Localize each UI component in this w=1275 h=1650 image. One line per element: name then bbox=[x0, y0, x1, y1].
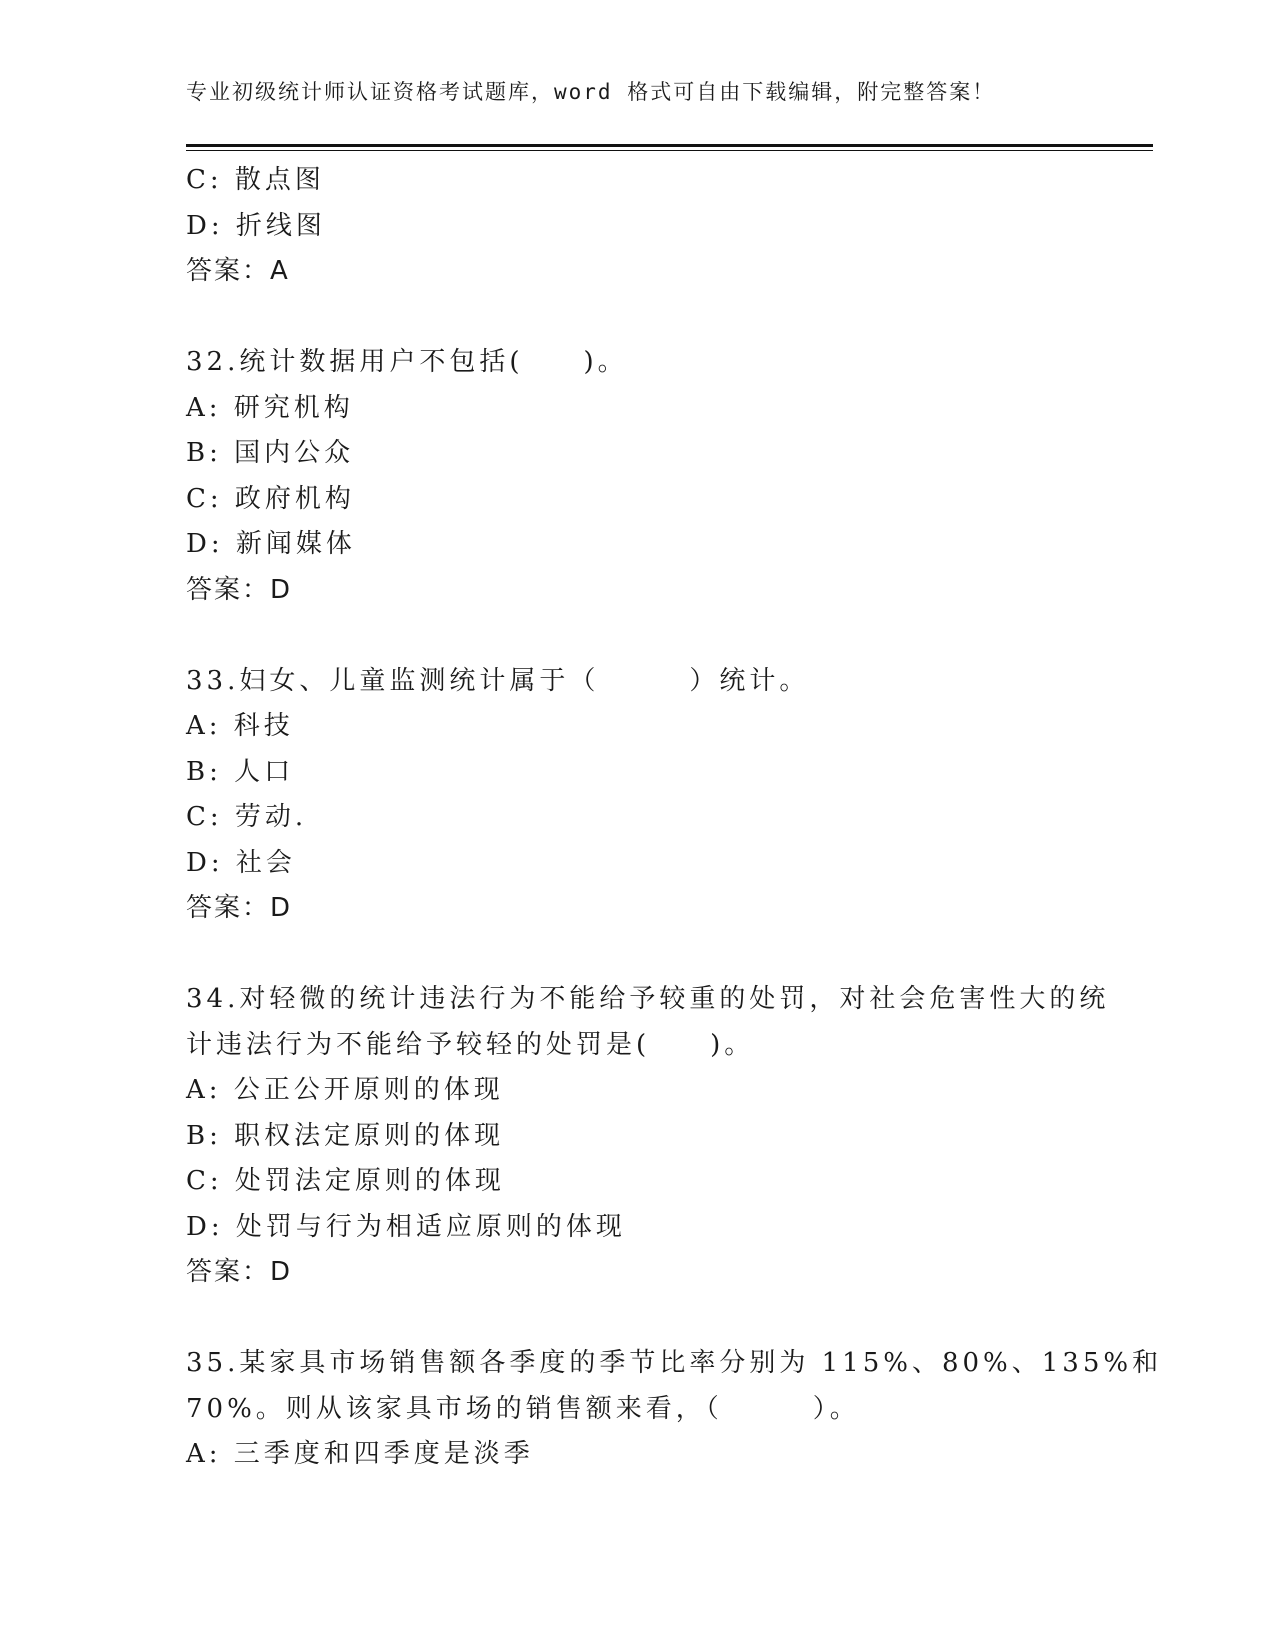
answer-line: 答案：D bbox=[186, 893, 293, 923]
answer-line: 答案：D bbox=[186, 1257, 293, 1287]
spacer bbox=[186, 932, 1086, 978]
question-35-stem-line-2: 70%。则从该家具市场的销售额来看，（ ）。 bbox=[186, 1393, 860, 1424]
question-33-stem: 33.妇女、儿童监测统计属于（ ）统计。 bbox=[186, 665, 810, 696]
option-d: D: 社会 bbox=[186, 847, 296, 878]
option-d: D: 新闻媒体 bbox=[186, 529, 356, 559]
question-35-stem-line-1: 35.某家具市场销售额各季度的季节比率分别为 115%、80%、135%和 bbox=[186, 1348, 1163, 1378]
question-34-stem-line-2: 计违法行为不能给予较轻的处罚是( )。 bbox=[186, 1029, 755, 1060]
option-c: C: 散点图 bbox=[186, 165, 325, 195]
option-b: B: 国内公众 bbox=[186, 438, 355, 468]
option-a: A: 科技 bbox=[186, 711, 294, 741]
option-b: B: 人口 bbox=[186, 756, 295, 787]
option-b: B: 职权法定原则的体现 bbox=[186, 1120, 505, 1151]
question-32-stem: 32.统计数据用户不包括( )。 bbox=[186, 347, 628, 377]
option-a: A: 研究机构 bbox=[186, 392, 354, 423]
answer-line: 答案：A bbox=[186, 256, 290, 286]
header-rule-thin bbox=[186, 150, 1153, 151]
option-d: D: 折线图 bbox=[186, 210, 326, 241]
option-c: C: 政府机构 bbox=[186, 483, 355, 514]
answer-line: 答案：D bbox=[186, 574, 293, 605]
header-rule-thick bbox=[186, 144, 1153, 147]
spacer bbox=[186, 613, 1086, 659]
spacer bbox=[186, 295, 1086, 341]
option-c: C: 劳动. bbox=[186, 802, 308, 832]
question-content bbox=[186, 158, 1163, 1478]
option-a: A: 三季度和四季度是淡季 bbox=[186, 1439, 534, 1469]
option-d: D: 处罚与行为相适应原则的体现 bbox=[186, 1211, 626, 1242]
option-c: C: 处罚法定原则的体现 bbox=[186, 1166, 505, 1196]
page-header: 专业初级统计师认证资格考试题库，word 格式可自由下载编辑，附完整答案！ bbox=[186, 80, 996, 104]
spacer bbox=[186, 1296, 1086, 1342]
option-a: A: 公正公开原则的体现 bbox=[186, 1075, 504, 1105]
question-34-stem-line-1: 34.对轻微的统计违法行为不能给予较重的处罚，对社会危害性大的统 bbox=[186, 984, 1110, 1014]
